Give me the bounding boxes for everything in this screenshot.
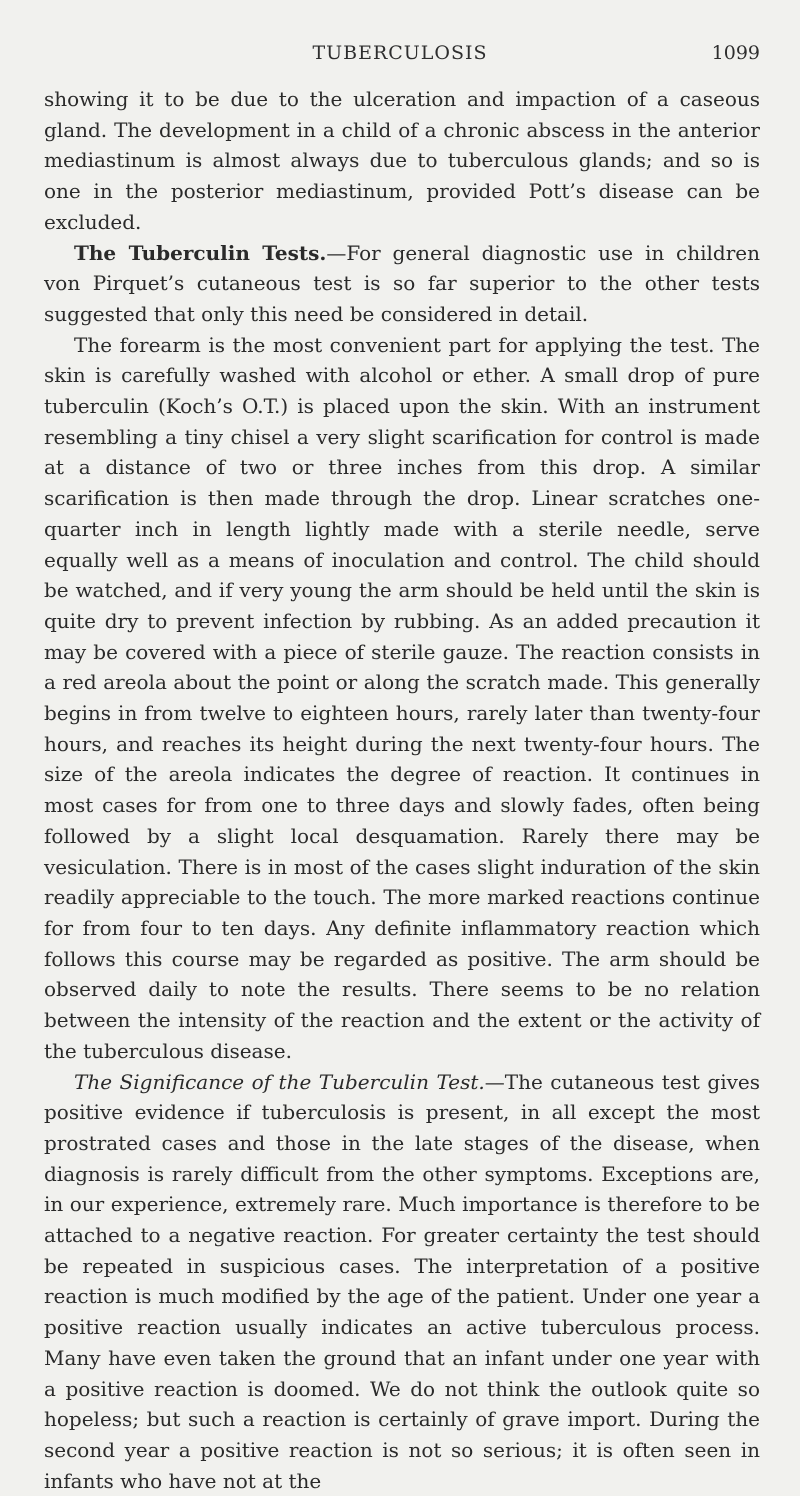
paragraph-significance: [44, 1067, 760, 1496]
running-title: TUBERCULOSIS: [0, 42, 800, 64]
paragraph-procedure: The forearm is the most convenient part for applying the test. The skin is carefully washed with alcohol or ether. A small drop of pure tuberculin (Koch’s O.T.) is placed upon the skin. With an instrument resembling a tiny chisel a very slight scarification for control is made at a distance of two or three inches from this drop. A similar scarification is then made through the drop. Linear scratches one-quarter inch in length lightly made with a sterile needle, serve equally well as a means of inoculation and control. The child should be watched, and if very young the arm should be held until the skin is quite dry to prevent infection by rubbing. As an added precaution it may be covered with a piece of sterile gauze. The reaction consists in a red areola about the point or along the scratch made. This generally begins in from twelve to eighteen hours, rarely later than twenty-four hours, and reaches its height during the next twenty-four hours. The size of the areola indicates the degree of reaction. It continues in most cases for from one to three days and slowly fades, often being followed by a slight local desquamation. Rarely there may be vesiculation. There is in most of the cases slight induration of the skin readily appreciable to the touch. The more marked reactions continue for from four to ten days. Any definite inflammatory reaction which follows this course may be regarded as positive. The arm should be observed daily to note the results. There seems to be no relation between the intensity of the reaction and the extent or the activity of the tuberculous disease.: [44, 330, 760, 1067]
section-heading-significance: The Significance of the Tuberculin Test.: [74, 1070, 485, 1094]
section-heading-tuberculin-tests: The Tuberculin Tests.: [74, 241, 326, 265]
page-header: [0, 42, 800, 72]
paragraph-text: —For general diagnostic use in children von Pirquet’s cutaneous test is so far superior to the other tests suggested that only this need be considered in detail.: [44, 241, 760, 326]
page-number: 1099: [712, 42, 760, 64]
paragraph-tuberculin-tests: [44, 238, 760, 330]
paragraph-continuation: showing it to be due to the ulceration and impaction of a caseous gland. The development in a child of a chronic abscess in the anterior mediastinum is almost always due to tuberculous glands; and so is one in the posterior mediastinum, provided Pott’s disease can be excluded.: [44, 84, 760, 238]
paragraph-text: —The cutaneous test gives positive evidence if tuberculosis is present, in all except the most prostrated cases and those in the late stages of the disease, when diagnosis is rarely difficult from the other symptoms. Exceptions are, in our experience, extremely rare. Much importance is therefore to be attached to a negative reaction. For greater certainty the test should be repeated in suspicious cases. The interpretation of a positive reaction is much modified by the age of the patient. Under one year a positive reaction usually indicates an active tuberculous process. Many have even taken the ground that an infant under one year with a positive reaction is doomed. We do not think the outlook quite so hopeless; but such a reaction is certainly of grave import. During the second year a positive reaction is not so serious; it is often seen in infants who have not at the: [44, 1070, 760, 1493]
body-text: [44, 84, 760, 1496]
